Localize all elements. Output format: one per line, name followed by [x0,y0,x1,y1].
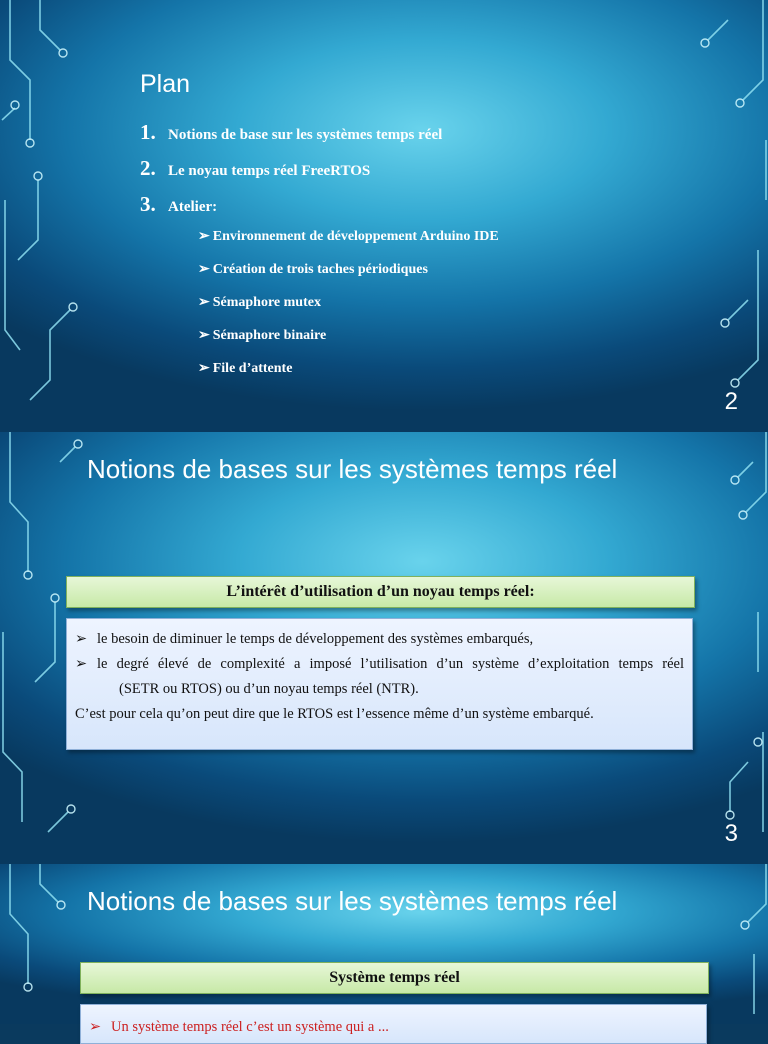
sub-item-text: Création de trois taches périodiques [212,262,428,277]
plan-item-number: 2. [140,156,156,180]
sub-item [198,327,499,360]
plan-item-number: 1. [140,120,156,144]
arrow-bullet-icon: ➢ [198,262,210,277]
section-header-box: L’intérêt d’utilisation d’un noyau temps réel: [66,576,695,608]
plan-item-text: Notions de base sur les systèmes temps réel [168,127,443,143]
section-header-box: Système temps réel [80,962,709,994]
arrow-bullet-icon: ➢ [198,229,210,244]
slide-title: Notions de bases sur les systèmes temps réel [87,454,618,484]
circuit-decoration-right [658,0,768,432]
arrow-bullet-icon: ➢ [198,361,210,376]
plan-title: Plan [140,70,191,98]
content-box [80,1004,707,1044]
sub-item-text: Sémaphore mutex [212,295,321,310]
arrow-bullet-icon: ➢ [75,631,88,647]
slide-notions-interet [0,432,768,864]
arrow-bullet-icon: ➢ [89,1019,102,1035]
page-number: 2 [724,388,738,415]
bullet-text: Un système temps réel c’est un système qui a ... [111,1019,389,1035]
sub-item [198,294,499,327]
bullet-text: le besoin de diminuer le temps de développement des systèmes embarqués, [97,631,534,647]
circuit-decoration-left [0,0,110,432]
sub-item-text: Environnement de développement Arduino IDE [212,229,499,244]
sub-item [198,360,499,393]
sub-item-text: File d’attente [212,361,293,376]
plan-item-text: Le noyau temps réel FreeRTOS [168,163,371,179]
plan-item [140,192,442,228]
plan-list [140,120,442,228]
bullet-line [89,1015,698,1040]
atelier-sublist [198,228,499,393]
conclusion-text: C’est pour cela qu’on peut dire que le RTOS est l’essence même d’un système embarqué. [75,706,594,722]
arrow-bullet-icon: ➢ [198,295,210,310]
plan-item [140,120,442,156]
plan-item [140,156,442,192]
plan-item-number: 3. [140,192,156,216]
circuit-decoration-right [658,864,768,1024]
arrow-bullet-icon: ➢ [198,328,210,343]
bullet-line [75,627,684,652]
bullet-line [75,652,684,677]
page-number: 3 [724,820,738,847]
slide-title: Notions de bases sur les systèmes temps réel [87,886,618,916]
sub-item [198,228,499,261]
slide-systeme-temps-reel [0,864,768,1035]
bullet-text: le degré élevé de complexité a imposé l’utilisation d’un système d’exploitation temps réel [97,656,684,672]
arrow-bullet-icon: ➢ [75,656,88,672]
sub-item [198,261,499,294]
plan-item-text: Atelier: [168,199,218,215]
content-box [66,618,693,750]
slide-plan [0,0,768,432]
bullet-continuation: (SETR ou RTOS) ou d’un noyau temps réel (NTR). [119,681,419,697]
sub-item-text: Sémaphore binaire [212,328,327,343]
